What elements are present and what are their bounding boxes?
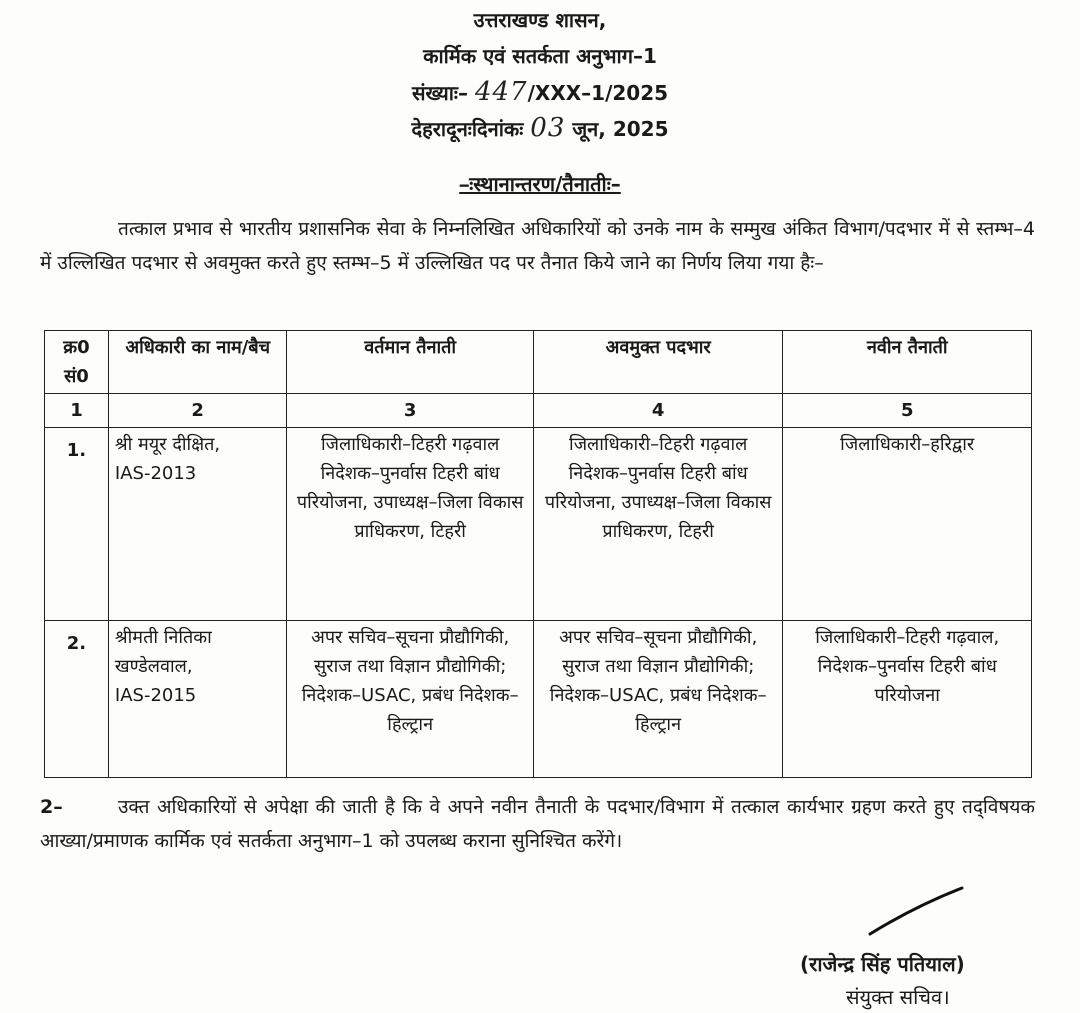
- govt-name: उत्तराखण्ड शासन,: [473, 8, 607, 32]
- transfer-table: [44, 330, 1032, 778]
- relieved-charge: जिलाधिकारी–टिहरी गढ़वाल निदेशक–पुनर्वास टिहरी बांध परियोजना, उपाध्यक्ष–जिला विकास प्राधिकरण, टिहरी: [533, 428, 783, 621]
- header-new-posting: नवीन तैनाती: [783, 331, 1032, 394]
- officer-name: श्रीमती नितिका खण्डेलवाल,: [114, 627, 212, 677]
- column-number: 1: [45, 394, 109, 428]
- new-posting: जिलाधिकारी–हरिद्वार: [783, 428, 1032, 621]
- subject-heading: –ःस्थानान्तरण/तैनातीः–: [459, 172, 621, 196]
- table-header-row: [45, 331, 1032, 394]
- order-date-suffix: जून, 2025: [572, 117, 669, 141]
- header-current-posting: वर्तमान तैनाती: [287, 331, 533, 394]
- officer-name: श्री मयूर दीक्षित,: [114, 434, 221, 455]
- order-number-prefix: संख्याः–: [411, 81, 468, 105]
- letter-header: [0, 2, 1080, 146]
- header-relieved-charge: अवमुक्त पदभार: [533, 331, 783, 394]
- order-number-handwritten: 447: [474, 77, 528, 107]
- signatory-name: (राजेन्द्र सिंह पतियाल): [800, 952, 965, 976]
- officer-name-cell: [108, 621, 287, 778]
- officer-batch: IAS-2013: [114, 463, 197, 484]
- new-posting: जिलाधिकारी–टिहरी गढ़वाल, निदेशक–पुनर्वास टिहरी बांध परियोजना: [783, 621, 1032, 778]
- table-row: [45, 428, 1032, 621]
- order-date-handwritten: 03: [530, 113, 566, 143]
- officer-name-cell: [108, 428, 287, 621]
- column-number: 5: [783, 394, 1032, 428]
- column-number: 4: [533, 394, 783, 428]
- order-date-prefix: देहरादूनःदिनांकः: [411, 117, 524, 141]
- header-serial: क्र0 सं0: [45, 331, 109, 394]
- signatory-designation: संयुक्त सचिव।: [846, 985, 950, 1009]
- table-row: [45, 621, 1032, 778]
- column-number: 2: [108, 394, 287, 428]
- table-column-numbers: [45, 394, 1032, 428]
- header-officer: अधिकारी का नाम/बैच: [108, 331, 287, 394]
- intro-paragraph: तत्काल प्रभाव से भारतीय प्रशासनिक सेवा के निम्नलिखित अधिकारियों को उनके नाम के सम्मुख अंकित विभाग/पदभार में से स्तम्भ–4 में उल्लिखित पदभार से अवमुक्त करते हुए स्तम्भ–5 में उल्लिखित पद पर तैनात किये जाने का निर्णय लिया गया हैः–: [40, 218, 1035, 274]
- current-posting: अपर सचिव–सूचना प्रौद्यौगिकी, सुराज तथा विज्ञान प्रौद्योगिकी; निदेशक–USAC, प्रबंध निदेशक–हिल्ट्रान: [287, 621, 533, 778]
- instruction-text: उक्त अधिकारियों से अपेक्षा की जाती है कि वे अपने नवीन तैनाती के पदभार/विभाग में तत्काल कार्यभार ग्रहण करते हुए तद्‌विषयक आख्या/प्रमाणक कार्मिक एवं सतर्कता अनुभाग–1 को उपलब्ध कराना सुनिश्चित करेंगे।: [40, 796, 1035, 852]
- instruction-paragraph: [40, 790, 1035, 858]
- order-date: [0, 110, 1080, 146]
- current-posting: जिलाधिकारी–टिहरी गढ़वाल निदेशक–पुनर्वास टिहरी बांध परियोजना, उपाध्यक्ष–जिला विकास प्राधिकरण, टिहरी: [287, 428, 533, 621]
- row-serial: 1.: [45, 428, 109, 621]
- column-number: 3: [287, 394, 533, 428]
- relieved-charge: अपर सचिव–सूचना प्रौद्यौगिकी, सुराज तथा विज्ञान प्रौद्योगिकी; निदेशक–USAC, प्रबंध निदेशक–हिल्ट्रान: [533, 621, 783, 778]
- order-number-suffix: /XXX–1/2025: [527, 81, 669, 105]
- order-number: [0, 74, 1080, 110]
- department-name: कार्मिक एवं सतर्कता अनुभाग–1: [423, 44, 657, 68]
- signature-mark: [866, 884, 966, 940]
- officer-batch: IAS-2015: [114, 685, 197, 706]
- paragraph-number: 2–: [40, 796, 63, 818]
- row-serial: 2.: [45, 621, 109, 778]
